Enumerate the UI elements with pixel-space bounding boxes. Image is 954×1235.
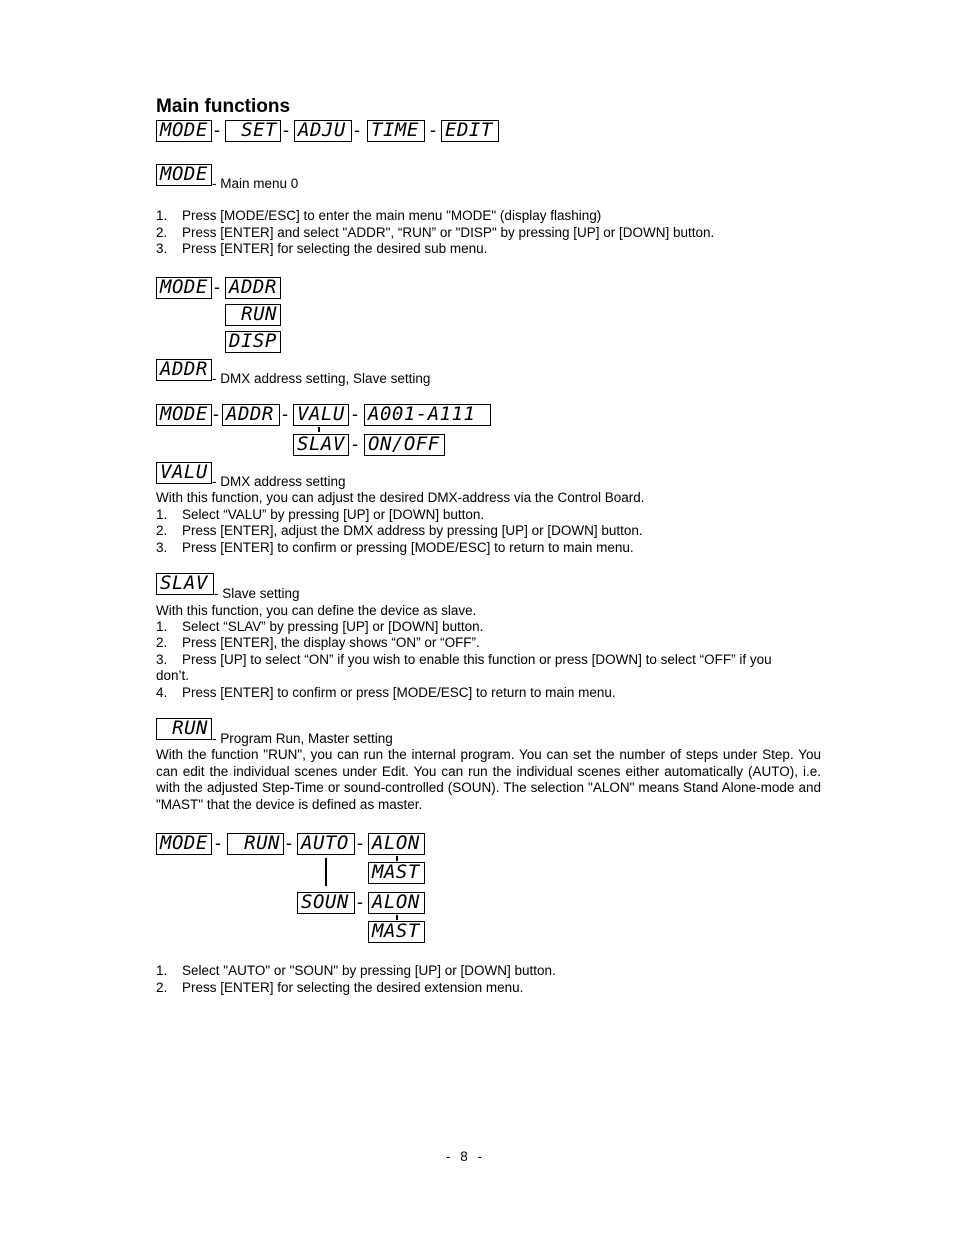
page-number: - 8 - [446,1149,486,1164]
run-paragraph: With the function "RUN", you can run the internal program. You can set the number of steps under Step. You can edit the individual scenes under Edit. You can run the individual scenes either automatically (AUTO), i.e. with the adjusted Step-Time or sound-controlled (SOUN). The selection "ALON" means Stand Alone-mode and "MAST" that the device is defined as master. [156,747,821,812]
lcd-slav-heading: SLAV [156,573,214,595]
list-text: Press [UP] to select “ON” if you wish to enable this function or press [DOWN] to select “OFF” if you [182,652,772,667]
dash: - [213,404,219,424]
list-text: Press [MODE/ESC] to enter the main menu "MODE" (display flashing) [182,208,602,223]
list-number: 1. [156,963,168,978]
lcd-slav: SLAV [293,434,349,456]
lcd-addr-heading: ADDR [156,359,212,381]
dash: - [283,120,289,140]
lcd-mode: MODE [156,833,212,855]
list-text: Press [ENTER] to confirm or press [MODE/ESC] to return to main menu. [182,685,616,700]
connector-tick [396,915,398,920]
list-number: 1. [156,208,168,223]
lcd-adju: ADJU [294,120,352,142]
lcd-edit: EDIT [441,120,499,142]
valu-caption: - DMX address setting [212,474,346,489]
addr-caption: - DMX address setting, Slave setting [212,371,431,386]
list-text: Press [ENTER], adjust the DMX address by pressing [UP] or [DOWN] button. [182,523,643,538]
lcd-alon: ALON [368,833,425,855]
list-number: 1. [156,507,168,522]
lcd-run: RUN [227,833,284,855]
list-number: 2. [156,523,168,538]
dash: - [352,404,358,424]
lcd-addr: ADDR [225,277,281,299]
list-text: Select “VALU” by pressing [UP] or [DOWN] button. [182,507,485,522]
dash: - [352,434,358,454]
page-title: Main functions [156,96,291,117]
lcd-set: SET [225,120,281,142]
list-number: 2. [156,980,168,995]
list-text: Press [ENTER] for selecting the desired extension menu. [182,980,524,995]
list-text: Select "AUTO" or "SOUN" by pressing [UP] or [DOWN] button. [182,963,556,978]
lcd-mode: MODE [156,404,212,426]
lcd-mode: MODE [156,277,212,299]
dash: - [357,892,363,912]
lcd-mode: MODE [156,120,212,142]
lcd-address-range: A001-A111 [364,404,491,426]
slav-intro: With this function, you can define the device as slave. [156,603,477,618]
list-number: 2. [156,635,168,650]
list-number: 3. [156,652,168,667]
lcd-mast: MAST [368,921,425,943]
list-number: 1. [156,619,168,634]
lcd-mode-heading: MODE [156,164,212,186]
dash: - [430,120,436,140]
list-number: 3. [156,241,168,256]
lcd-time: TIME [367,120,425,142]
dash: - [214,277,220,297]
lcd-mast: MAST [368,862,425,884]
list-text: Press [ENTER], the display shows “ON” or “OFF”. [182,635,480,650]
dash: - [286,833,292,853]
list-text-continued: don’t. [156,668,190,683]
connector-tick [396,856,398,861]
dash: - [357,833,363,853]
lcd-on-off: ON/OFF [364,434,445,456]
list-text: Press [ENTER] to confirm or pressing [MODE/ESC] to return to main menu. [182,540,634,555]
lcd-soun: SOUN [297,892,355,914]
lcd-alon: ALON [368,892,425,914]
list-text: Select “SLAV” by pressing [UP] or [DOWN] button. [182,619,484,634]
valu-intro: With this function, you can adjust the desired DMX-address via the Control Board. [156,490,645,505]
lcd-valu: VALU [293,404,349,426]
slav-caption: - Slave setting [214,586,300,601]
dash: - [354,120,360,140]
lcd-addr: ADDR [222,404,280,426]
run-caption: - Program Run, Master setting [212,731,393,746]
list-text: Press [ENTER] and select "ADDR", “RUN” or "DISP" by pressing [UP] or [DOWN] button. [182,225,715,240]
list-number: 3. [156,540,168,555]
lcd-run-heading: RUN [156,718,212,740]
dash: - [215,833,221,853]
lcd-disp: DISP [225,331,281,353]
lcd-auto: AUTO [297,833,355,855]
mode-caption: - Main menu 0 [212,176,299,191]
connector-line [325,858,327,886]
lcd-run: RUN [225,304,281,326]
dash: - [214,120,220,140]
dash: - [282,404,288,424]
lcd-valu-heading: VALU [156,462,212,484]
list-number: 2. [156,225,168,240]
connector-tick [318,427,320,432]
list-text: Press [ENTER] for selecting the desired sub menu. [182,241,488,256]
list-number: 4. [156,685,168,700]
